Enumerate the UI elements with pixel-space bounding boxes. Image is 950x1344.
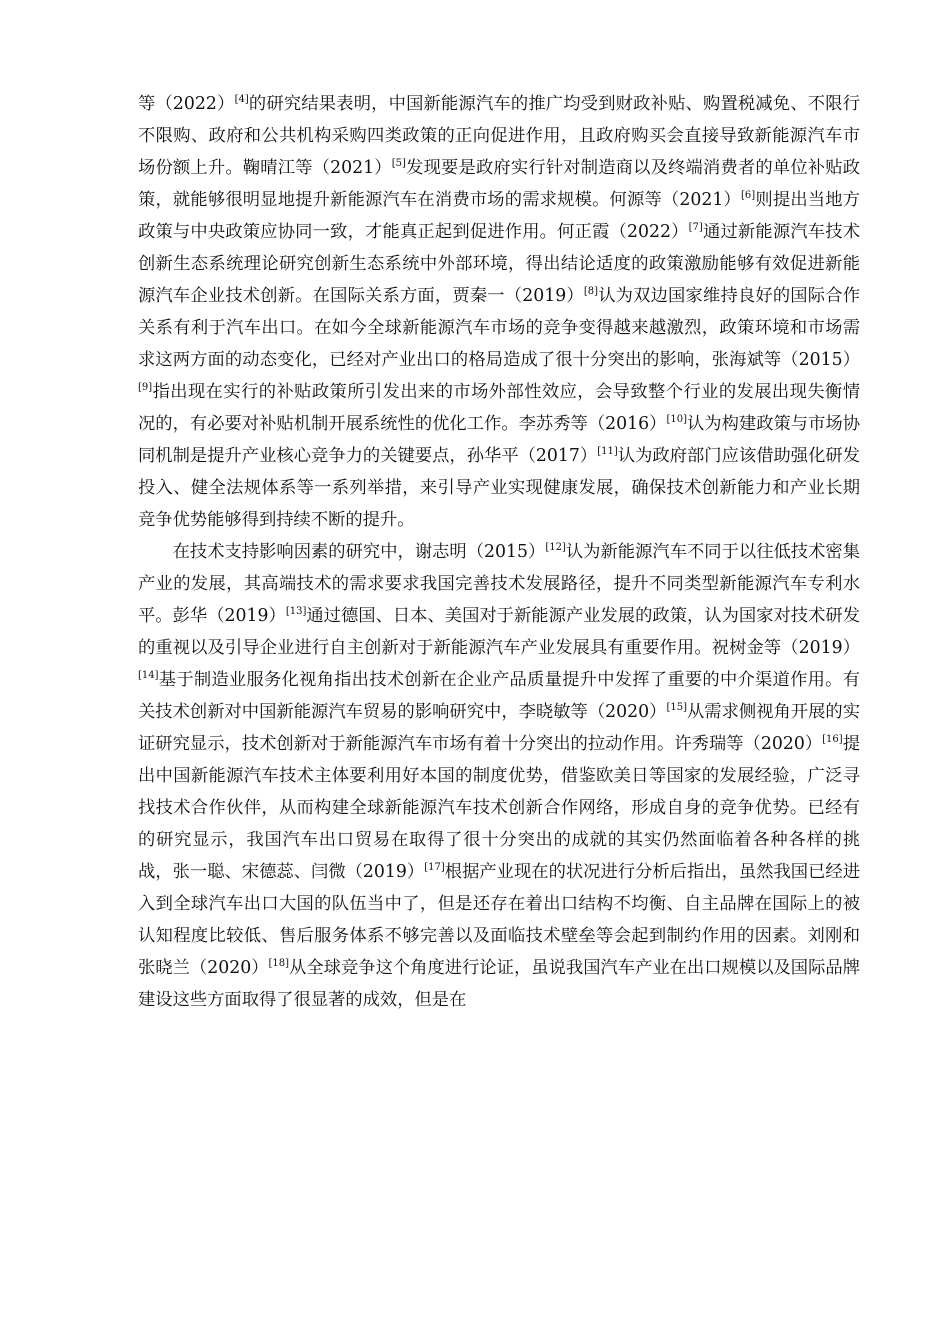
citation-ref: [5] [391, 158, 406, 169]
citation-ref: [11] [597, 446, 618, 457]
citation-ref: [12] [545, 542, 566, 553]
citation-ref: [6] [741, 190, 756, 201]
paragraph-text: 指出现在实行的补贴政策所引发出来的市场外部性效应，会导致整个行业的发展出现失衡情况的，有必要对补贴机制开展系统性的优化工作。李苏秀等（2016） [138, 382, 860, 434]
citation-ref: [17] [424, 862, 445, 873]
paragraph-text: 从需求侧视角开展的实证研究显示，技术创新对于新能源汽车市场有着十分突出的拉动作用。许秀瑞等（2020） [138, 702, 860, 754]
paragraph-text: 发现要是政府实行针对制造商以及终端消费者的单位补贴政策，就能够很明显地提升新能源汽车在消费市场的需求规模。何源等（2021） [138, 158, 860, 210]
citation-ref: [7] [688, 222, 703, 233]
body-paragraph [138, 536, 860, 1016]
paragraph-text: 等（2022） [138, 94, 235, 114]
paragraph-text: 从全球竞争这个角度进行论证，虽说我国汽车产业在出口规模以及国际品牌建设这些方面取得了很显著的成效，但是在 [138, 958, 860, 1010]
citation-ref: [13] [285, 606, 307, 617]
citation-ref: [9] [138, 382, 153, 393]
paragraph-text: 通过德国、日本、美国对于新能源产业发展的政策，认为国家对技术研发的重视以及引导企业进行自主创新对于新能源汽车产业发展具有重要作用。祝树金等（2019） [138, 606, 860, 658]
paragraph-text: 认为构建政策与市场协同机制是提升产业核心竞争力的关键要点，孙华平（2017） [138, 414, 860, 466]
paragraph-text: 的研究结果表明，中国新能源汽车的推广均受到财政补贴、购置税减免、不限行不限购、政府和公共机构采购四类政策的正向促进作用，且政府购买会直接导致新能源汽车市场份额上升。鞠晴江等（2021） [138, 94, 860, 178]
citation-ref: [8] [583, 286, 599, 297]
body-paragraph [138, 88, 860, 536]
citation-ref: [14] [138, 670, 159, 681]
paragraph-text: 通过新能源汽车技术创新生态系统理论研究创新生态系统中外部环境，得出结论适度的政策激励能够有效促进新能源汽车企业技术创新。在国际关系方面，贾秦一（2019） [138, 222, 860, 306]
paragraph-text: 认为新能源汽车不同于以往低技术密集产业的发展，其高端技术的需求要求我国完善技术发展路径，提升不同类型新能源汽车专利水平。彭华（2019） [138, 542, 860, 626]
paragraph-text: 根据产业现在的状况进行分析后指出，虽然我国已经进入到全球汽车出口大国的队伍当中了，但是还存在着出口结构不均衡、自主品牌在国际上的被认知程度比较低、售后服务体系不够完善以及面临技术壁垒等会起到制约作用的因素。刘刚和张晓兰（2020） [138, 862, 860, 978]
document-body [138, 88, 860, 1016]
paragraph-text: 基于制造业服务化视角指出技术创新在企业产品质量提升中发挥了重要的中介渠道作用。有关技术创新对中国新能源汽车贸易的影响研究中，李晓敏等（2020） [138, 670, 860, 722]
citation-ref: [16] [822, 734, 843, 745]
citation-ref: [15] [666, 702, 687, 713]
citation-ref: [4] [234, 94, 249, 105]
paragraph-text: 则提出当地方政策与中央政策应协同一致，才能真正起到促进作用。何正霞（2022） [138, 190, 860, 242]
paragraph-text: 在技术支持影响因素的研究中，谢志明（2015） [172, 542, 546, 562]
paragraph-text: 认为政府部门应该借助强化研发投入、健全法规体系等一系列举措，来引导产业实现健康发展，确保技术创新能力和产业长期竞争优势能够得到持续不断的提升。 [138, 446, 860, 530]
paragraph-text: 提出中国新能源汽车技术主体要利用好本国的制度优势，借鉴欧美日等国家的发展经验，广泛寻找技术合作伙伴，从而构建全球新能源汽车技术创新合作网络，形成自身的竞争优势。已经有的研究显示，我国汽车出口贸易在取得了很十分突出的成就的其实仍然面临着各种各样的挑战，张一聪、宋德蕊、闫微（2019） [138, 734, 860, 882]
paragraph-text: 认为双边国家维持良好的国际合作关系有利于汽车出口。在如今全球新能源汽车市场的竞争变得越来越激烈，政策环境和市场需求这两方面的动态变化，已经对产业出口的格局造成了很十分突出的影响，张海斌等（2015） [138, 286, 860, 370]
citation-ref: [18] [268, 958, 290, 969]
citation-ref: [10] [666, 414, 687, 425]
